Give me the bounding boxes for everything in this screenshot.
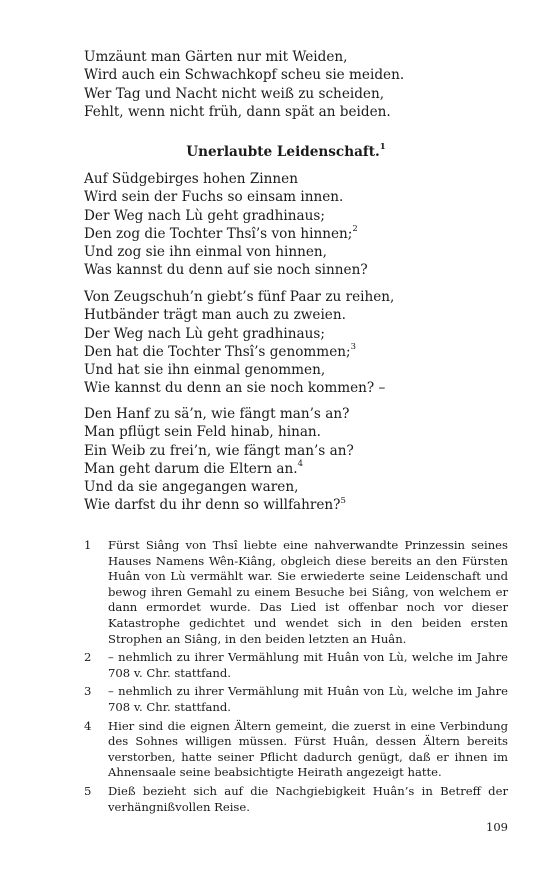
stanza-3	[84, 405, 524, 515]
verse-line: Den zog die Tochter Thsî’s von hinnen;$^2$	[84, 224, 358, 242]
footnote-number: 2	[84, 650, 92, 665]
verse-line: Der Weg nach Lù geht gradhinaus;	[84, 207, 325, 224]
stanza-1	[84, 170, 524, 280]
page-number: 109	[486, 820, 508, 834]
footnote-ref[interactable]: 3	[350, 342, 356, 353]
verse-line: Von Zeugschuh’n giebt’s fünf Paar zu reihen,	[84, 289, 395, 305]
footnote-number: 1	[84, 538, 92, 552]
footnote-text: Hier sind die eignen Ältern gemeint, die zuerst in eine Verbindung des Sohnes willigen müssen. Fürst Huân, dessen Ältern bereits verstorben, hatte seiner Pflicht dadurch genügt, daß er ihnen im Ahnensaale seine beabsichtigte Heirath angezeigt hatte.	[108, 718, 508, 780]
verse-line: Den Hanf zu sä’n, wie fängt man’s an?	[84, 406, 350, 422]
verse-line: Wie kannst du denn an sie noch kommen? –	[84, 380, 386, 397]
footnote-ref[interactable]: 2	[352, 224, 358, 235]
footnote-text: Dieß bezieht sich auf die Nachgiebigkeit Huân’s in Betreff der verhängnißvollen Reise.	[108, 783, 508, 814]
verse-line: Wird sein der Fuchs so einsam innen.	[84, 189, 344, 206]
footnote-number: 4	[84, 718, 92, 733]
verse-line: Man pflügt sein Feld hinab, hinan.	[84, 424, 322, 441]
footnote-number: 3	[84, 684, 92, 699]
verse-line: Man geht darum die Eltern an.$^4$	[84, 459, 304, 477]
stanza-2	[84, 288, 524, 398]
verse-line: Was kannst du denn auf sie noch sinnen?	[84, 262, 368, 279]
footnote-text: – nehmlich zu ihrer Vermählung mit Huân von Lù, welche im Jahre 708 v. Chr. stattfand.	[108, 650, 508, 680]
verse-line: Und zog sie ihn einmal von hinnen,	[84, 244, 327, 261]
verse-line: Und hat sie ihn einmal genommen,	[84, 362, 326, 379]
intro-stanza	[84, 48, 524, 121]
footnote	[84, 784, 508, 815]
verse-line: Wer Tag und Nacht nicht weiß zu scheiden,	[84, 85, 385, 102]
footnote-ref[interactable]: 4	[297, 459, 304, 470]
footnote	[84, 650, 508, 681]
footnote	[84, 719, 508, 781]
verse-line: Umzäunt man Gärten nur mit Weiden,	[84, 49, 348, 65]
footnote-text: – nehmlich zu ihrer Vermählung mit Huân von Lù, welche im Jahre 708 v. Chr. stattfand.	[108, 684, 508, 714]
verse-line: Wie darfst du ihr denn so willfahren?$^5$	[84, 495, 346, 514]
poem-title-text: Unerlaubte Leidenschaft.	[186, 144, 380, 160]
footnote-ref[interactable]: 1	[379, 142, 386, 153]
verse-line: Und da sie angegangen waren,	[84, 479, 299, 496]
verse-line: Den hat die Tochter Thsî’s genommen;$^3$	[84, 342, 356, 360]
footnote-ref[interactable]: 5	[340, 495, 346, 506]
verse-line: Hutbänder trägt man auch zu zweien.	[84, 307, 346, 324]
footnote	[84, 684, 508, 715]
verse-line: Fehlt, wenn nicht früh, dann spät an beiden.	[84, 103, 391, 120]
footnote-number: 5	[84, 783, 92, 798]
poem-title	[0, 143, 550, 161]
footnote	[84, 538, 508, 647]
verse-line: Auf Südgebirges hohen Zinnen	[84, 171, 298, 187]
footnotes	[84, 538, 508, 818]
footnote-text: Fürst Siâng von Thsî liebte eine nahverwandte Prinzessin seines Hauses Namens Wên-Kiâng, obgleich diese bereits an den Fürsten Huân von Lù vermählt war. Sie erwiederte seine Leidenschaft und bewog ihren Gemahl zu einem Besuche bei Siâng, von welchem er dann ermordet wurde. Das Lied ist offenbar noch vor dieser Katastrophe gedichtet und wendet sich in den beiden ersten Strophen an Siâng, in den beiden letzten an Huân.	[108, 538, 508, 646]
verse-line: Ein Weib zu frei’n, wie fängt man’s an?	[84, 442, 354, 459]
verse-line: Der Weg nach Lù geht gradhinaus;	[84, 325, 325, 342]
verse-line: Wird auch ein Schwachkopf scheu sie meiden.	[84, 67, 405, 84]
